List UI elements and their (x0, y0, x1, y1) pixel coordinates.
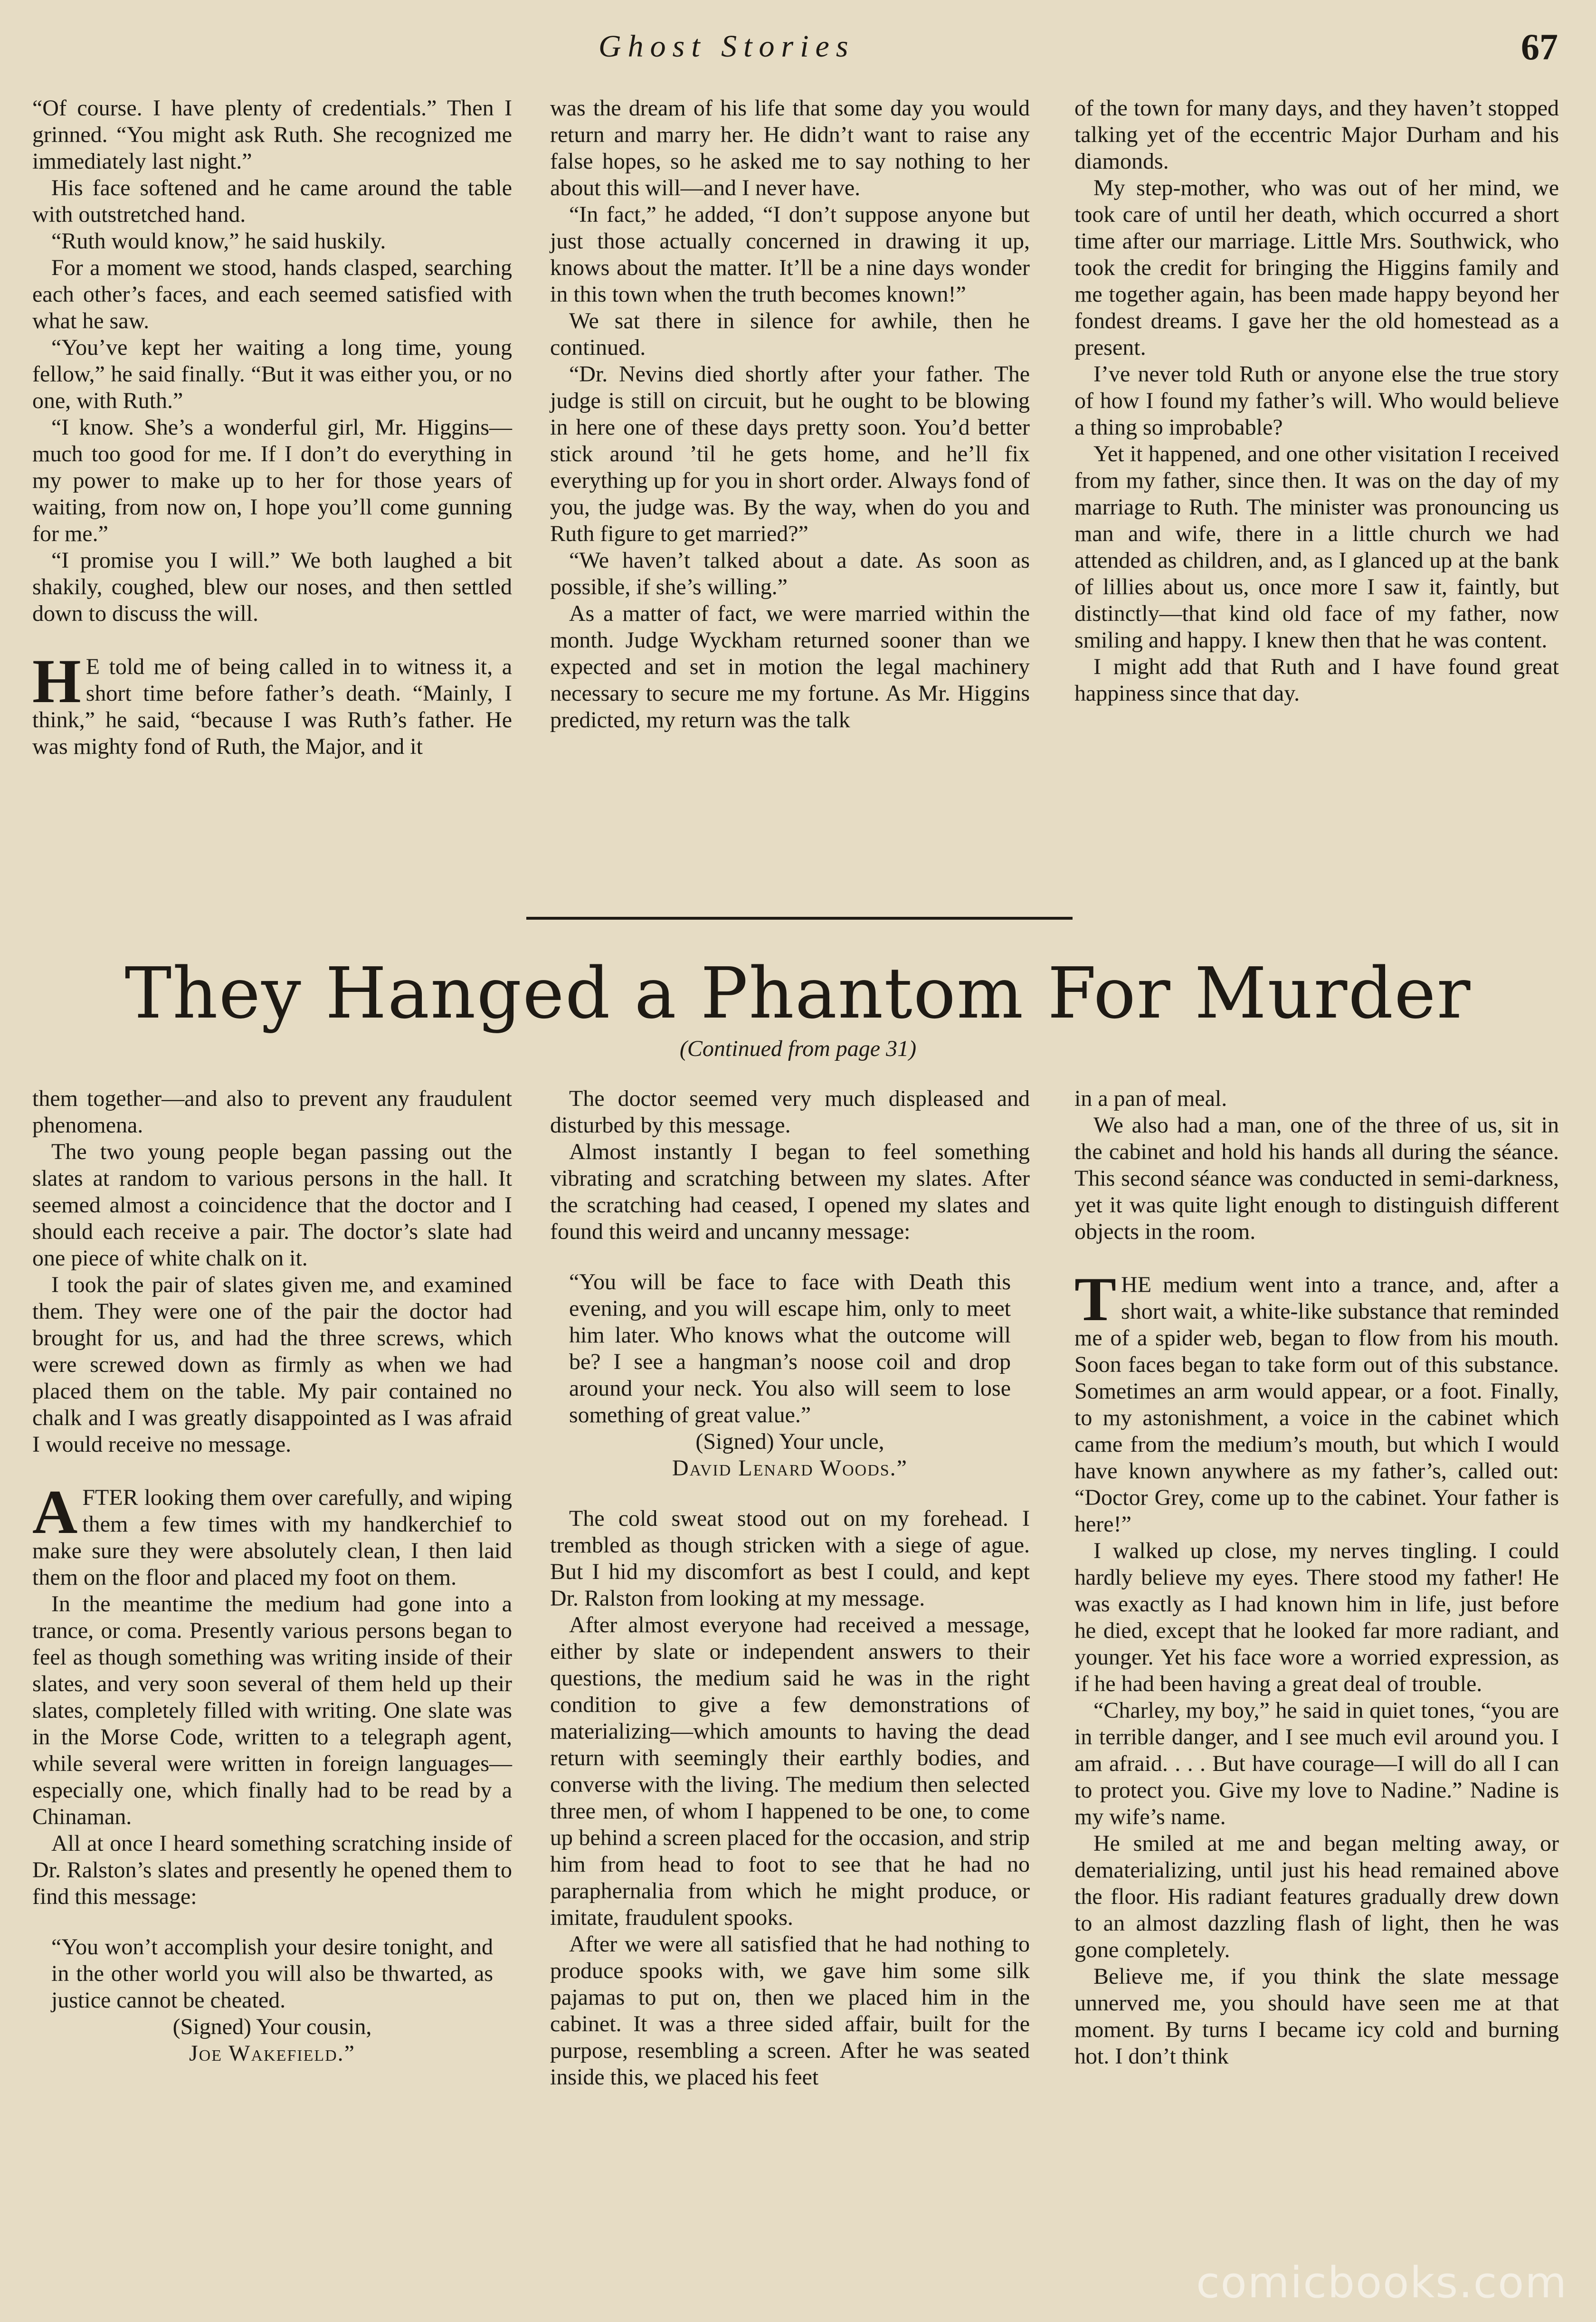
signature-name: Joe Wakefield.” (189, 2041, 355, 2066)
paragraph: Believe me, if you think the slate message unnerved me, you should have seen me at that moment. By turns I became icy cold and burning hot. I don’t think (1074, 1964, 1559, 2069)
paragraph: “We haven’t talked about a date. As soon as possible, if she’s willing.” (550, 548, 1030, 600)
paragraph: I walked up close, my nerves tingling. I could hardly believe my eyes. There stood my father! He was exactly as I had known him in life, just before he died, except that he looked far more radiant, and younger. Yet his face wore a worried expression, as if he had been having a great deal of trouble. (1074, 1538, 1559, 1696)
slate-message-quote (569, 1269, 1011, 1482)
running-title: Ghost Stories (598, 29, 855, 64)
paragraph: I might add that Ruth and I have found great happiness since that day. (1074, 654, 1559, 706)
signature-line: (Signed) Your cousin, (172, 2014, 372, 2039)
paragraph: “Dr. Nevins died shortly after your father. The judge is still on circuit, but he ought to be blowing in here one of these days pretty soon. You’d better stick around ’til he gets home, and he’ll fix everything up for you in short order. Always fond of you, the judge was. By the way, when do you and Ruth figure to get married?” (550, 362, 1030, 546)
paragraph: “I know. She’s a wonderful girl, Mr. Higgins—much too good for me. If I don’t do everything in my power to make up to her for those years of waiting, from now on, I hope you’ll come gunning for me.” (32, 415, 512, 546)
continued-note: (Continued from page 31) (679, 1036, 917, 1061)
paragraph: “In fact,” he added, “I don’t suppose anyone but just those actually concerned in drawing it up, knows about the matter. It’ll be a nine days wonder in this town when the truth becomes known!” (550, 202, 1030, 307)
paragraph: of the town for many days, and they haven’t stopped talking yet of the eccentric Major Durham and his diamonds. (1074, 95, 1559, 174)
paragraph-text: E told me of being called in to witness it, a short time before father’s death. “Mainly, I think,” he said, “because I was Ruth’s father. He was mighty fond of Ruth, the Major, and it (32, 654, 512, 759)
paragraph: “Charley, my boy,” he said in quiet tones, “you are in terrible danger, and I see much evil around you. I am afraid. . . . But have courage—I will do all I can to protect you. Give my love to Nadine.” Nadine is my wife’s name. (1074, 1698, 1559, 1829)
page-number: 67 (1521, 26, 1558, 67)
paragraph: We also had a man, one of the three of us, sit in the cabinet and hold his hands all during the séance. This second séance was conducted in semi-darkness, yet it was quite light enough to distinguish different objects in the room. (1074, 1113, 1559, 1244)
top-story-column-3 (1074, 95, 1559, 707)
paragraph: The cold sweat stood out on my forehead. I trembled as though stricken with a siege of ague. But I hid my discomfort as best I could, and kept Dr. Ralston from looking at my message. (550, 1506, 1030, 1611)
story-divider (526, 917, 1073, 920)
paragraph: We sat there in silence for awhile, then he continued. (550, 308, 1030, 360)
paragraph: Yet it happened, and one other visitation I received from my father, since then. It was on the day of my marriage to Ruth. The minister was pronouncing us man and wife, there in a little church we had attended as children, and, as I glanced up at the bank of lillies about us, once more I saw it, faintly, but distinctly—that kind old face of my father, now smiling and happy. I knew then that he was content. (1074, 441, 1559, 653)
quote-text: “You won’t accomplish your desire tonight, and in the other world you will also be thwarted, as justice cannot be cheated. (51, 1934, 493, 2013)
paragraph-text: HE medium went into a trance, and, after a short wait, a white-like substance that reminded me of a spider web, began to flow from his mouth. Soon faces began to take form out of this substance. Sometimes an arm would appear, or a foot. Finally, to my astonishment, a voice in the cabinet which came from the medium’s mouth, but which I would have known anywhere as my father’s, called out: “Doctor Grey, come up to the cabinet. Your father is here!” (1074, 1272, 1559, 1537)
paragraph-dropcap (32, 1477, 512, 1591)
slate-message-quote (51, 1934, 493, 2067)
paragraph: He smiled at me and began melting away, or dematerializing, until just his head remained above the floor. His radiant features gradually drew down to an almost dazzling flash of light, then he was gone completely. (1074, 1831, 1559, 1962)
paragraph: After we were all satisfied that he had nothing to produce spooks with, we gave him some silk pajamas to put on, then we placed him in the cabinet. It was a three sided affair, built for the purpose, resembling a screen. After he was seated inside this, we placed his feet (550, 1932, 1030, 2090)
paragraph-dropcap (32, 646, 512, 760)
quote-text: “You will be face to face with Death this evening, and you will escape him, only to meet him later. Who knows what the outcome will be? I see a hangman’s noose coil and drop around your neck. You also will seem to lose something of great value.” (569, 1269, 1011, 1427)
paragraph: For a moment we stood, hands clasped, searching each other’s faces, and each seemed satisfied with what he saw. (32, 255, 512, 333)
paragraph: was the dream of his life that some day you would return and marry her. He didn’t want to raise any false hopes, so he asked me to say nothing to her about this will—and I never have. (550, 95, 1030, 200)
signature-name: David Lenard Woods.” (672, 1456, 908, 1481)
paragraph-dropcap (1074, 1264, 1559, 1538)
story-headline: They Hanged a Phantom For Murder (124, 952, 1472, 1034)
paragraph: My step-mother, who was out of her mind, we took care of until her death, which occurred a short time after our marriage. Little Mrs. Southwick, who took the credit for bringing the Higgins family and me together again, has been made happy beyond her fondest dreams. I gave her the old homestead as a present. (1074, 175, 1559, 360)
paragraph: After almost everyone had received a message, either by slate or independent answers to their questions, the medium said he was in the right condition to give a few demonstrations of materializing—which amounts to having the dead return with seemingly their earthly bodies, and converse with the living. The medium then selected three men, of whom I happened to be one, to come up behind a screen placed for the occasion, and strip him from head to foot to see that he had no paraphernalia from which he might produce, or imitate, fraudulent spooks. (550, 1612, 1030, 1930)
paragraph: “Ruth would know,” he said huskily. (51, 228, 386, 254)
paragraph: I took the pair of slates given me, and examined them. They were one of the pair the doctor had brought for us, and had the three screws, which were screwed down as firmly as when we had placed them on the table. My pair contained no chalk and I was greatly disappointed as I was afraid I would receive no message. (32, 1272, 512, 1457)
paragraph: I’ve never told Ruth or anyone else the true story of how I found my father’s will. Who would believe a thing so improbable? (1074, 362, 1559, 440)
running-head (0, 19, 1596, 90)
top-story-column-2 (550, 95, 1030, 733)
drop-cap: A (32, 1477, 78, 1547)
paragraph: “You’ve kept her waiting a long time, young fellow,” he said finally. “But it was either you, or no one, with Ruth.” (32, 335, 512, 413)
paragraph: All at once I heard something scratching inside of Dr. Ralston’s slates and presently he opened them to find this message: (32, 1831, 512, 1909)
paragraph: In the meantime the medium had gone into a trance, or coma. Presently various persons began to feel as though something was writing inside of their slates, and very soon several of them held up their slates, completely filled with writing. One slate was in the Morse Code, written to a telegraph agent, while several were written in foreign languages—especially one, which finally had to be read by a Chinaman. (32, 1591, 512, 1829)
paragraph: in a pan of meal. (1074, 1086, 1227, 1111)
paragraph: “Of course. I have plenty of credentials.” Then I grinned. “You might ask Ruth. She recognized me immediately last night.” (32, 95, 512, 174)
paragraph: The doctor seemed very much displeased and disturbed by this message. (550, 1086, 1030, 1138)
drop-cap: H (32, 646, 81, 716)
bottom-story-column-1 (32, 1085, 512, 2091)
paragraph: His face softened and he came around the table with outstretched hand. (32, 175, 512, 227)
paragraph: Almost instantly I began to feel something vibrating and scratching between my slates. After the scratching had ceased, I opened my slates and found this weird and uncanny message: (550, 1139, 1030, 1244)
paragraph: As a matter of fact, we were married within the month. Judge Wyckham returned sooner than we expected and set in motion the legal machinery necessary to secure me my fortune. As Mr. Higgins predicted, my return was the talk (550, 601, 1030, 733)
top-story-column-1 (32, 95, 512, 760)
paragraph-text: FTER looking them over carefully, and wiping them a few times with my handkerchief to make sure they were absolutely clean, I then laid them on the floor and placed my foot on them. (32, 1485, 512, 1590)
paragraph: The two young people began passing out the slates at random to various persons in the hall. It seemed almost a coincidence that the doctor and I should each receive a pair. The doctor’s slate had one piece of white chalk on it. (32, 1139, 512, 1271)
bottom-story-column-2 (550, 1085, 1030, 2091)
drop-cap: T (1074, 1264, 1117, 1334)
bottom-story-column-3 (1074, 1085, 1559, 2070)
paragraph: “I promise you I will.” We both laughed a bit shakily, coughed, blew our noses, and then settled down to discuss the will. (32, 548, 512, 626)
signature-line: (Signed) Your uncle, (695, 1429, 884, 1454)
watermark: comicbooks.com (1196, 2258, 1568, 2308)
paragraph: them together—and also to prevent any fraudulent phenomena. (32, 1086, 512, 1138)
